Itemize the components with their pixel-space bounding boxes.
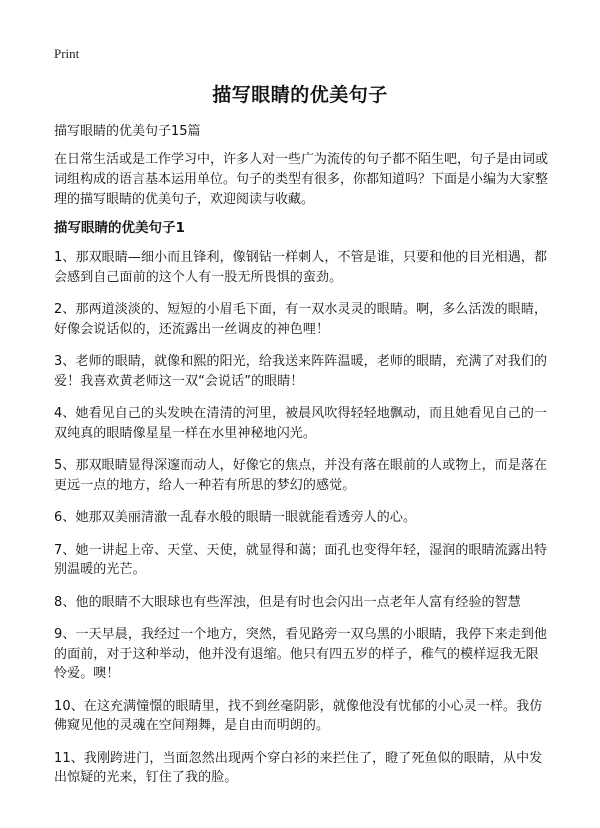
list-item: 2、那两道淡淡的、短短的小眉毛下面，有一双水灵灵的眼睛。啊，多么活泼的眼睛，好像会说话似的，还流露出一丝调皮的神色哩！ xyxy=(54,302,548,337)
document-subtitle: 描写眼睛的优美句子15篇 xyxy=(54,124,201,139)
list-item: 9、一天早晨，我经过一个地方，突然，看见路旁一双乌黑的小眼睛，我停下来走到他的面前，对于这种举动，他并没有退缩。他只有四五岁的样子，稚气的模样逗我无限怜爱。噢！ xyxy=(54,627,548,681)
list-item: 10、在这充满憧憬的眼睛里，找不到丝毫阴影，就像他没有忧郁的小心灵一样。我仿佛窥见他的灵魂在空间翔舞，是自由而明朗的。 xyxy=(54,698,543,733)
list-item: 5、那双眼睛显得深邃而动人，好像它的焦点，并没有落在眼前的人或物上，而是落在更远一点的地方，给人一种若有所思的梦幻的感觉。 xyxy=(54,458,548,493)
list-item: 11、我刚跨进门，当面忽然出现两个穿白衫的来拦住了，瞪了死鱼似的眼睛，从中发出惊疑的光来，钉住了我的脸。 xyxy=(54,750,543,785)
list-item: 4、她看见自己的头发映在清清的河里，被晨风吹得轻轻地飘动，而且她看见自己的一双纯真的眼睛像星星一样在水里神秘地闪光。 xyxy=(54,406,548,441)
list-item: 7、她一讲起上帝、天堂、天使，就显得和蔼；面孔也变得年轻，湿润的眼睛流露出特别温暖的光芒。 xyxy=(54,542,548,577)
print-link[interactable]: Print xyxy=(54,46,80,61)
list-item: 3、老师的眼睛，就像和熙的阳光，给我送来阵阵温暖，老师的眼睛，充满了对我们的爱！我喜欢黄老师这一双“会说话”的眼睛！ xyxy=(54,354,548,389)
list-item: 6、她那双美丽清澈一乱春水般的眼睛一眼就能看透旁人的心。 xyxy=(54,510,417,525)
section-heading: 描写眼睛的优美句子1 xyxy=(54,220,185,236)
list-item: 1、那双眼睛—细小而且锋利，像钢钻一样刺人，不管是谁，只要和他的目光相遇，都会感到自己面前的这个人有一股无所畏惧的蛮劲。 xyxy=(54,250,548,285)
intro-paragraph: 在日常生活或是工作学习中，许多人对一些广为流传的句子都不陌生吧，句子是由词或词组构成的语言基本运用单位。句子的类型有很多，你都知道吗？下面是小编为大家整理的描写眼睛的优美句子，欢迎阅读与收藏。 xyxy=(54,152,549,207)
sentence-list xyxy=(54,248,550,801)
page-title: 描写眼睛的优美句子 xyxy=(212,84,388,106)
list-item: 8、他的眼睛不大眼球也有些浑浊，但是有时也会闪出一点老年人富有经验的智慧 xyxy=(54,594,521,610)
